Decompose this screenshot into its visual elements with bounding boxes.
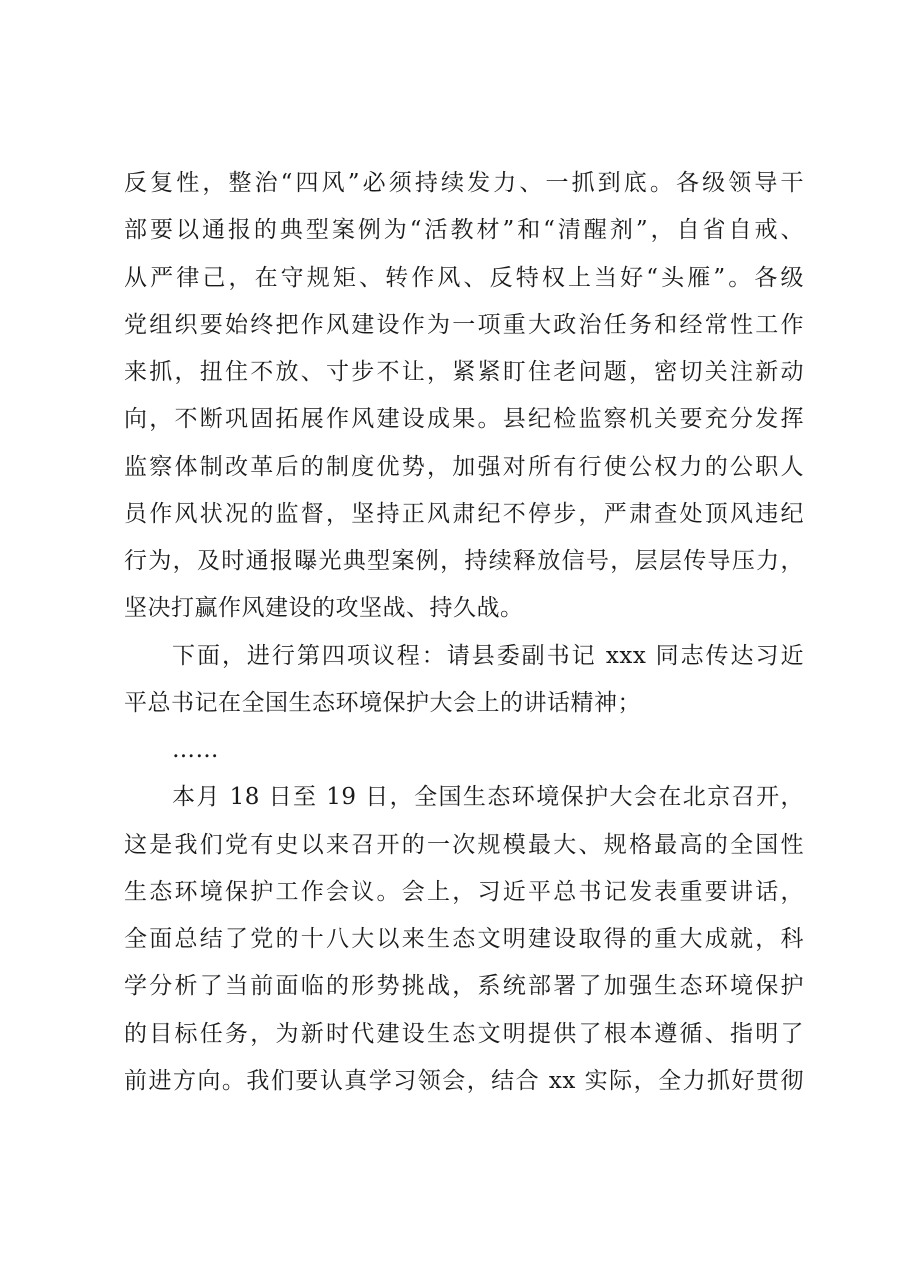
text-line: 平总书记在全国生态环境保护大会上的讲话精神； (124, 689, 641, 716)
text-line: 的目标任务，为新时代建设生态文明提供了根本遵循、指明了 (124, 1020, 804, 1047)
text-line: 生态环境保护工作会议。会上，习近平总书记发表重要讲话， (124, 878, 804, 905)
text-line: 员作风状况的监督，坚持正风肃纪不停步，严肃查处顶风违纪 (124, 500, 804, 527)
text-line: 本月 18 日至 19 日，全国生态环境保护大会在北京召开， (172, 784, 804, 811)
text-line: 坚决打赢作风建设的攻坚战、持久战。 (124, 595, 524, 622)
text-line: 反复性，整治“四风”必须持续发力、一抓到底。各级领导干 (124, 170, 804, 196)
text-line: 部要以通报的典型案例为“活教材”和“清醒剂”，自省自戒、 (124, 217, 804, 244)
text-line: 全面总结了党的十八大以来生态文明建设取得的重大成就，科 (124, 926, 804, 952)
text-line: 行为，及时通报曝光典型案例，持续释放信号，层层传导压力， (124, 548, 804, 574)
text-line: 来抓，扭住不放、寸步不让，紧紧盯住老问题，密切关注新动 (124, 359, 804, 385)
text-line: …… (172, 737, 219, 763)
paragraph-agenda-item-four (124, 633, 804, 728)
text-line: 下面，进行第四项议程：请县委副书记 xxx 同志传达习近 (172, 642, 804, 669)
text-line: 党组织要始终把作风建设作为一项重大政治任务和经常性工作 (124, 311, 804, 338)
text-line: 从严律己，在守规矩、转作风、反特权上当好“头雁”。各级 (124, 264, 804, 291)
document-body (124, 160, 804, 1105)
text-line: 这是我们党有史以来召开的一次规模最大、规格最高的全国性 (124, 831, 804, 858)
paragraph-ellipsis (124, 727, 804, 774)
paragraph-style-rectification (124, 160, 804, 633)
text-line: 监察体制改革后的制度优势，加强对所有行使公权力的公职人 (124, 453, 804, 480)
paragraph-eco-conference (124, 774, 804, 1105)
text-line: 学分析了当前面临的形势挑战，系统部署了加强生态环境保护 (124, 973, 804, 1000)
text-line: 向，不断巩固拓展作风建设成果。县纪检监察机关要充分发挥 (124, 406, 804, 433)
text-line: 前进方向。我们要认真学习领会，结合 xx 实际，全力抓好贯彻 (124, 1067, 804, 1094)
